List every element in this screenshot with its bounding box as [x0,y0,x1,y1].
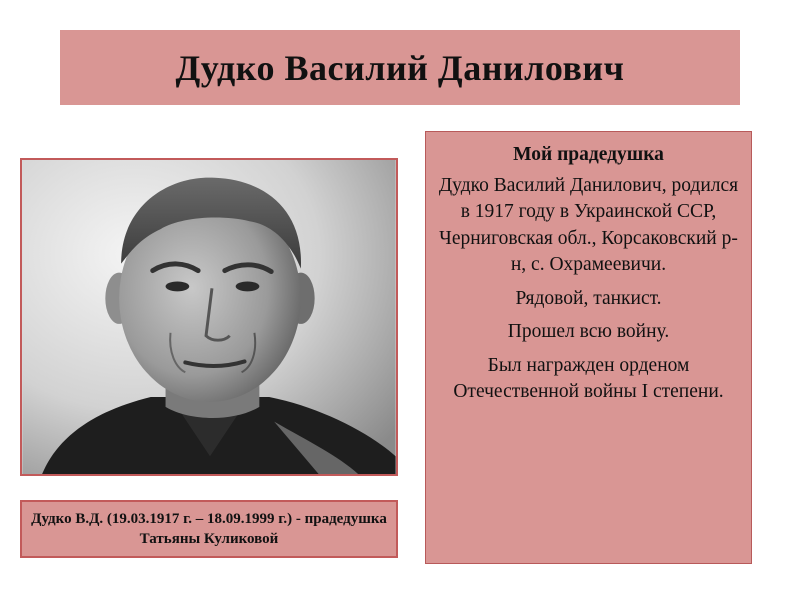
biography-paragraph: Дудко Василий Данилович, родился в 1917 году в Украинской ССР, Черниговская обл., Корсаковский р-н, с. Охрамеевичи. [438,174,739,276]
page-title: Дудко Василий Данилович [175,47,625,88]
photo-caption-box [20,500,398,558]
photo-caption: Дудко В.Д. (19.03.1917 г. – 18.09.1999 г.) - прадедушка Татьяны Куликовой [31,510,387,547]
portrait-photo [20,158,398,476]
biography-panel [425,131,752,564]
portrait-image [22,160,396,474]
biography-paragraph: Рядовой, танкист. [515,287,662,309]
biography-heading: Мой прадедушка [513,144,664,165]
biography-paragraph: Был награжден орденом Отечественной войны I степени. [453,354,724,403]
biography-paragraph: Прошел всю войну. [507,321,670,343]
title-bar [60,30,740,105]
